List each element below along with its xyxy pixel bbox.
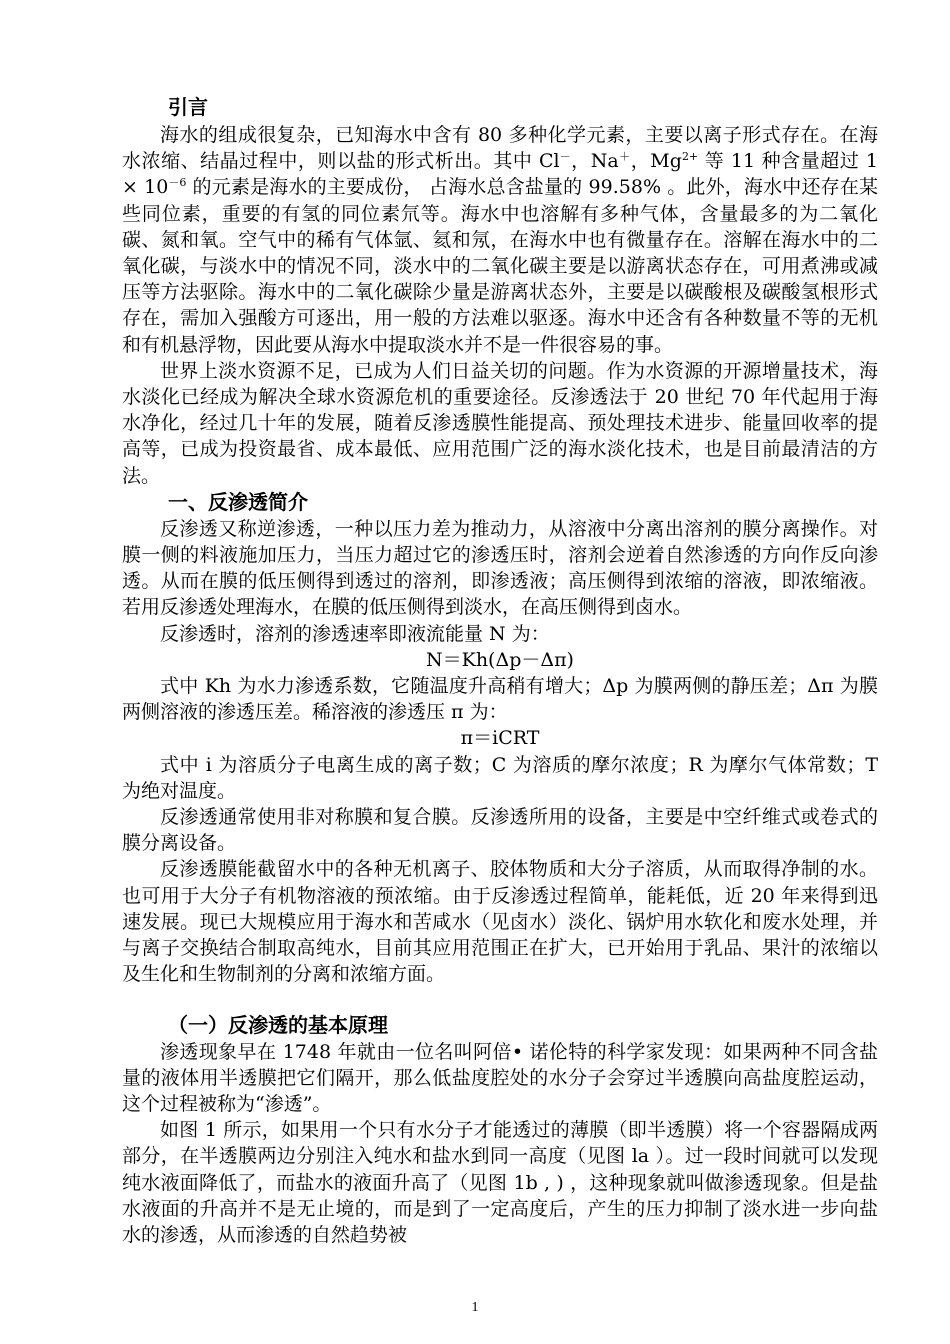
- heading-introduction: 引言: [168, 95, 208, 119]
- intro-text-a: 海水的组成很复杂，已知海水中含有 80 多种化学元素，主要以离子形式存在。在海水浓缩、结晶过程中，则以盐的形式析出。其中 Cl: [122, 124, 878, 173]
- intro-text-b: ，Na: [570, 150, 619, 173]
- subsection1-paragraph-2: 如图 1 所示，如果用一个只有水分子才能透过的薄膜（即半透膜）将一个容器隔成两部分，在半透膜两边分别注入纯水和盐水到同一高度（见图 la ）。过一段时间就可以发现纯水液面降低了，而盐水的液面升高了（见图 1b , ) ，这种现象就叫做渗透现象。但是盐水液面的升高并不是无止境的，而是到了一定高度后，产生的压力抑制了淡水进一步向盐水的渗透，从而渗透的自然趋势被: [122, 1119, 878, 1246]
- section1-paragraph-3: 式中 Kh 为水力渗透系数，它随温度升高稍有增大；Δp 为膜两侧的静压差；Δπ 为膜两侧溶液的渗透压差。稀溶液的渗透压 π 为：: [122, 675, 878, 724]
- section1-paragraph-6: 反渗透膜能截留水中的各种无机离子、胶体物质和大分子溶质，从而取得净制的水。也可用于大分子有机物溶液的预浓缩。由于反渗透过程简单，能耗低，近 20 年来得到迅速发展。现已大规模应用于海水和苦咸水（见卤水）淡化、锅炉用水软化和废水处理，并与离子交换结合制取高纯水，目前其应用范围正在扩大，已开始用于乳品、果汁的浓缩以及生化和生物制剂的分离和浓缩方面。: [122, 858, 878, 986]
- section1-paragraph-4: 式中 i 为溶质分子电离生成的离子数；C 为溶质的摩尔浓度；R 为摩尔气体常数；T 为绝对温度。: [122, 753, 878, 802]
- document-body: [122, 92, 878, 1248]
- section1-paragraph-1: 反渗透又称逆渗透，一种以压力差为推动力，从溶液中分离出溶剂的膜分离操作。对膜一侧的料液施加压力，当压力超过它的渗透压时，溶剂会逆着自然渗透的方向作反向渗透。从而在膜的低压侧得到透过的溶剂，即渗透液；高压侧得到浓缩的溶液，即浓缩液。若用反渗透处理海水，在膜的低压侧得到淡水，在高压侧得到卤水。: [122, 517, 878, 619]
- formula-osmotic-pressure: π＝iCRT: [460, 727, 540, 750]
- heading-section-1: 一、反渗透简介: [168, 489, 308, 514]
- chloride-charge: －: [559, 150, 571, 164]
- sodium-charge: ＋: [618, 150, 631, 164]
- formula-flux: N＝Kh(Δp－Δπ): [426, 648, 574, 671]
- magnesium-charge: 2+: [681, 150, 699, 164]
- exponent: －6: [168, 176, 187, 190]
- intro-text-d: 等 11 种含量超过 1 × 10: [122, 150, 879, 199]
- intro-text-c: ，Mg: [630, 150, 682, 173]
- section1-paragraph-2: 反渗透时，溶剂的渗透速率即液流能量 N 为：: [160, 622, 550, 645]
- section1-paragraph-5: 反渗透通常使用非对称膜和复合膜。反渗透所用的设备，主要是中空纤维式或卷式的膜分离设备。: [122, 806, 878, 855]
- subsection1-paragraph-1: 渗透现象早在 1748 年就由一位名叫阿倍• 诺伦特的科学家发现：如果两种不同含盐量的液体用半透膜把它们隔开，那么低盐度腔处的水分子会穿过半透膜向高盐度腔运动，这个过程被称为“渗透”。: [122, 1040, 878, 1115]
- intro-text-e: 的元素是海水的主要成份， 占海水总含盐量的 99.58% 。此外，海水中还存在某些同位素，重要的有氢的同位素氘等。海水中也溶解有多种气体，含量最多的为二氧化碳、氮和氧。空气中的稀有气体氩、氦和氖，在海水中也有微量存在。溶解在海水中的二氧化碳，与淡水中的情况不同，淡水中的二氧化碳主要是以游离状态存在，可用煮沸或减压等方法驱除。海水中的二氧化碳除少量是游离状态外，主要是以碳酸根及碳酸氢根形式存在，需加入强酸方可逐出，用一般的方法难以驱逐。海水中还含有各种数量不等的无机和有机悬浮物，因此要从海水中提取淡水并不是一件很容易的事。: [122, 176, 879, 356]
- page-number: 1: [471, 1300, 479, 1315]
- intro-paragraph-2: 世界上淡水资源不足，已成为人们日益关切的问题。作为水资源的开源增量技术，海水淡化已经成为解决全球水资源危机的重要途径。反渗透法于 20 世纪 70 年代起用于海水净化，经过几十年的发展，随着反渗透膜性能提高、预处理技术进步、能量回收率的提高等，已成为投资最省、成本最低、应用范围广泛的海水淡化技术，也是目前最清洁的方法。: [122, 359, 878, 487]
- heading-subsection-1: （一）反渗透的基本原理: [168, 1012, 388, 1037]
- intro-paragraph-1: [122, 122, 878, 358]
